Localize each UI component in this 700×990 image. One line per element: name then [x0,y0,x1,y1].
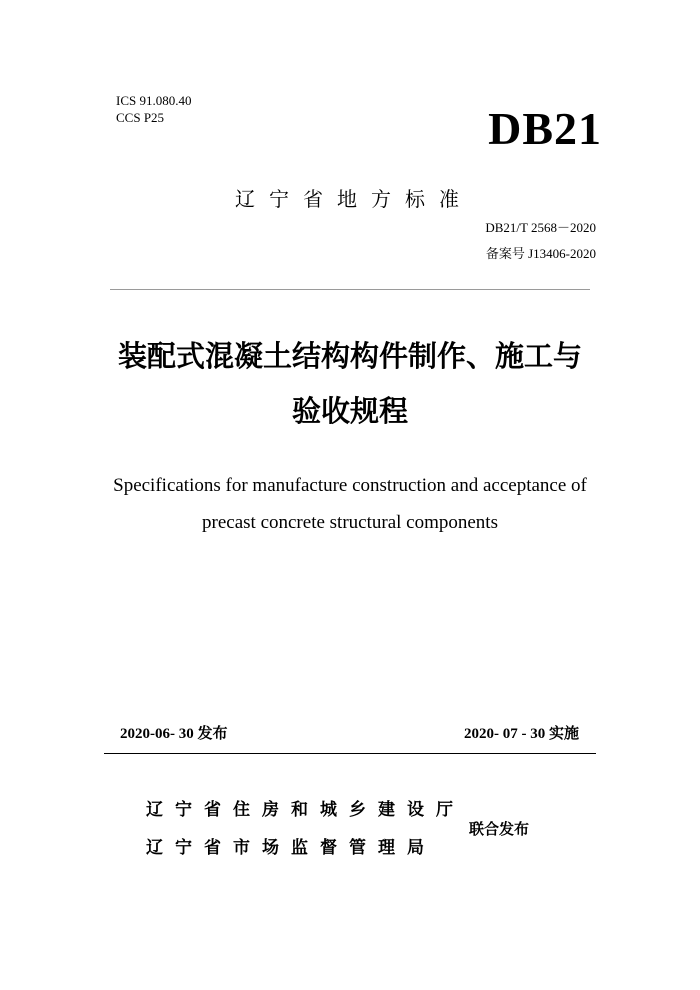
standard-number: DB21/T 2568－2020 [485,220,596,235]
bottom-divider [104,753,596,754]
standard-type-heading: 辽宁省地方标准 [235,187,473,211]
record-number: 备案号 J13406-2020 [485,246,596,261]
chinese-title-line-1: 装配式混凝土结构构件制作、施工与 [117,339,582,373]
standard-code-badge: DB21 [488,103,602,154]
top-divider [110,289,590,290]
english-title-line-2: precast concrete structural components [202,512,498,533]
joint-release-label: 联合发布 [469,820,530,838]
issuer-housing-department: 辽宁省住房和城乡建设厅 [146,800,465,820]
issue-date: 2020-06- 30 发布 [120,726,228,742]
issuer-market-regulation-bureau: 辽宁省市场监督管理局 [146,838,436,858]
english-title-line-1: Specifications for manufacture construction and acceptance of [113,475,587,496]
implementation-date: 2020- 07 - 30 实施 [464,726,579,742]
ccs-code: CCS P25 [116,110,165,125]
ics-code: ICS 91.080.40 [116,93,192,108]
chinese-title-line-2: 验收规程 [291,394,408,428]
